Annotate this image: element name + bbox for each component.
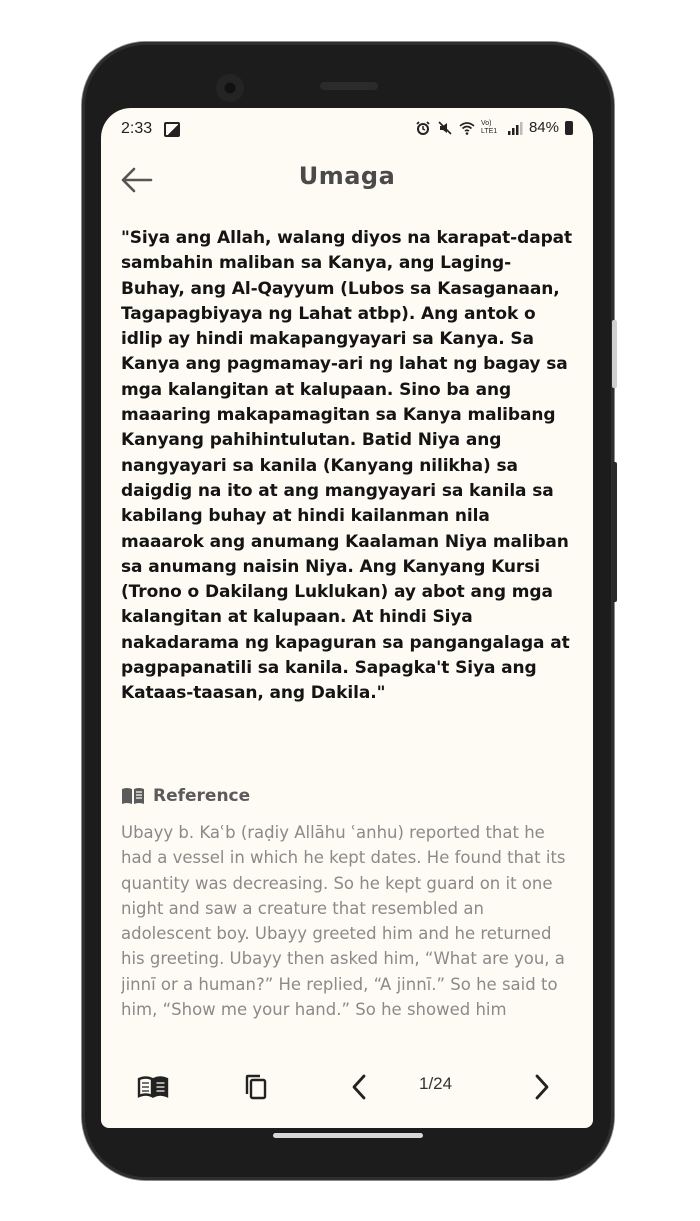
volume-button bbox=[612, 320, 617, 388]
mute-icon bbox=[437, 120, 453, 136]
reference-button[interactable] bbox=[135, 1070, 171, 1104]
earpiece-speaker bbox=[320, 82, 378, 90]
page-title: Umaga bbox=[298, 162, 396, 190]
chevron-left-icon bbox=[349, 1073, 369, 1101]
battery-percent: 84% bbox=[528, 119, 559, 136]
bottom-toolbar bbox=[101, 1056, 593, 1116]
copy-icon bbox=[243, 1073, 269, 1101]
reference-text: Ubayy b. Kaʿb (raḍiy Allāhu ʿanhu) reported that he had a vessel in which he kept dates. He found that its quantity was decreasing. So he kept guard on it one night and saw a creature that resembled an adolescent boy. Ubayy greeted him and he returned his greeting. Ubayy then asked him, “What are you, a jinnī or a human?” He replied, “A jinnī.” So he said to him, “Show me your hand.” So he showed him bbox=[121, 823, 566, 1020]
battery-icon bbox=[565, 121, 573, 135]
copy-button[interactable] bbox=[238, 1070, 274, 1104]
reference-title: Reference bbox=[153, 786, 251, 806]
network-label: Vo) LTE1 bbox=[480, 119, 498, 135]
gesture-navigation-bar[interactable] bbox=[273, 1133, 423, 1138]
reference-header bbox=[121, 786, 250, 806]
signal-icon bbox=[507, 120, 523, 136]
image-notification-icon bbox=[164, 122, 180, 137]
front-camera bbox=[216, 74, 244, 102]
main-content bbox=[121, 226, 573, 707]
status-bar bbox=[101, 108, 593, 150]
status-icons bbox=[415, 119, 573, 136]
book-open-icon bbox=[121, 786, 145, 806]
page-indicator: 1/24 bbox=[419, 1074, 453, 1093]
power-button bbox=[612, 462, 617, 602]
next-page-button[interactable] bbox=[524, 1070, 560, 1104]
app-screen bbox=[101, 108, 593, 1128]
app-header bbox=[101, 150, 593, 208]
wifi-icon bbox=[459, 120, 475, 136]
status-time: 2:33 bbox=[121, 120, 153, 137]
book-open-icon bbox=[137, 1075, 169, 1099]
alarm-icon bbox=[415, 120, 431, 136]
previous-page-button[interactable] bbox=[341, 1070, 377, 1104]
dhikr-text: "Siya ang Allah, walang diyos na karapat-dapat sambahin maliban sa Kanya, ang Laging-Buhay, ang Al-Qayyum (Lubos sa Kasaganaan, Tagapagbiyaya ng Lahat atbp). Ang antok o idlip ay hindi makapangyayari sa Kanya. Sa Kanya ang pagmamay-ari ng lahat ng bagay sa mga kalangitan at kalupaan. Sino ba ang maaaring makapamagitan sa Kanya malibang Kanyang pahihintulutan. Batid Niya ang nangyayari sa kanila (Kanyang nilikha) sa daigdig na ito at ang mangyayari sa kanila sa kabilang buhay at hindi kailanman nila maaarok ang anumang Kaalaman Niya maliban sa anumang naisin Niya. Ang Kanyang Kursi (Trono o Dakilang Luklukan) ay abot ang mga kalangitan at kalupaan. At hindi Siya nakadarama ng kapaguran sa pangangalaga at pagpapanatili sa kanila. Sapagka't Siya ang Kataas-taasan, ang Dakila." bbox=[121, 228, 573, 704]
chevron-right-icon bbox=[532, 1073, 552, 1101]
